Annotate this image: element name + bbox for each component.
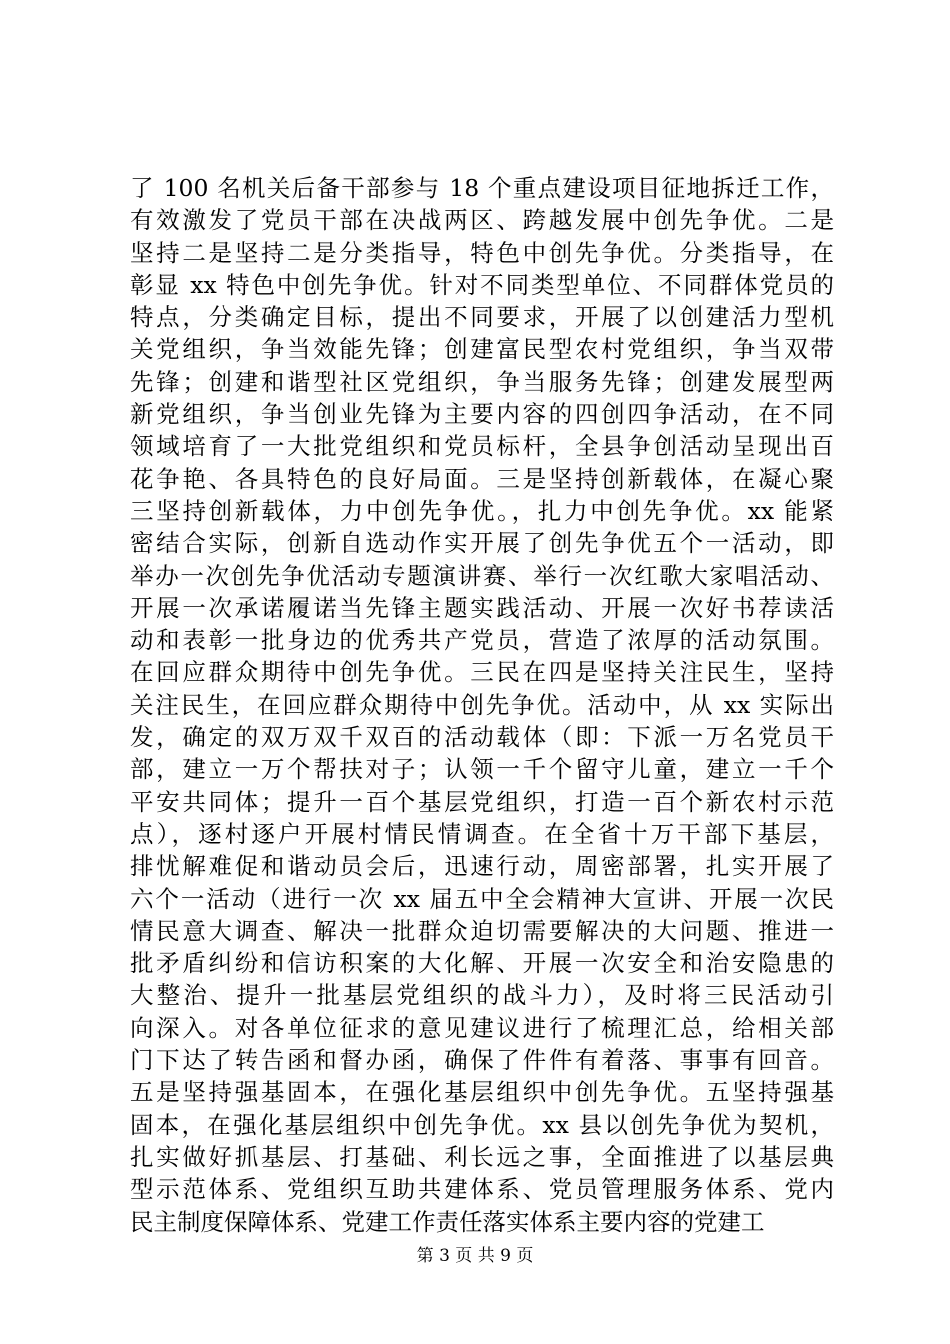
text-line: 有效激发了党员干部在决战两区、跨越发展中创先争优。二是: [130, 206, 834, 235]
text-line: 固本，在强化基层组织中创先争优。xx 县以创先争优为契机，: [130, 1110, 834, 1139]
text-line: 举办一次创先争优活动专题演讲赛、举行一次红歌大家唱活动、: [130, 561, 834, 590]
text-line: 情民意大调查、解决一批群众迫切需要解决的大问题、推进一: [130, 916, 834, 945]
text-line: 特点，分类确定目标，提出不同要求，开展了以创建活力型机: [130, 303, 834, 332]
text-line: 平安共同体；提升一百个基层党组织，打造一百个新农村示范: [130, 787, 834, 816]
page-number-footer: 第 3 页 共 9 页: [416, 1246, 534, 1266]
text-line: 了 100 名机关后备干部参与 18 个重点建设项目征地拆迁工作，: [130, 174, 834, 202]
text-line: 彰显 xx 特色中创先争优。针对不同类型单位、不同群体党员的: [130, 270, 834, 299]
text-line: 密结合实际，创新自选动作实开展了创先争优五个一活动，即: [130, 529, 834, 558]
text-line: 在回应群众期待中创先争优。三民在四是坚持关注民生，坚持: [130, 658, 834, 687]
text-line: 先锋；创建和谐型社区党组织，争当服务先锋；创建发展型两: [130, 367, 834, 396]
text-line: 六个一活动（进行一次 xx 届五中全会精神大宣讲、开展一次民: [130, 884, 834, 913]
text-line: 开展一次承诺履诺当先锋主题实践活动、开展一次好书荐读活: [130, 593, 834, 622]
text-line: 新党组织，争当创业先锋为主要内容的四创四争活动，在不同: [130, 400, 834, 429]
text-line: 关党组织，争当效能先锋；创建富民型农村党组织，争当双带: [130, 335, 834, 364]
text-line: 向深入。对各单位征求的意见建议进行了梳理汇总，给相关部: [130, 1013, 834, 1042]
text-line: 大整治、提升一批基层党组织的战斗力），及时将三民活动引: [130, 981, 834, 1010]
text-line: 门下达了转告函和督办函，确保了件件有着落、事事有回音。: [130, 1046, 834, 1075]
body-text: [130, 172, 834, 1238]
text-line: 排忧解难促和谐动员会后，迅速行动，周密部署，扎实开展了: [130, 852, 834, 881]
text-line: 五是坚持强基固本，在强化基层组织中创先争优。五坚持强基: [130, 1078, 834, 1107]
text-line: 领域培育了一大批党组织和党员标杆，全县争创活动呈现出百: [130, 432, 834, 461]
text-line: 坚持二是坚持二是分类指导，特色中创先争优。分类指导，在: [130, 238, 834, 267]
text-line: 关注民生，在回应群众期待中创先争优。活动中，从 xx 实际出: [130, 690, 834, 719]
text-line: 部，建立一万个帮扶对子；认领一千个留守儿童，建立一千个: [130, 755, 834, 784]
text-line: 动和表彰一批身边的优秀共产党员，营造了浓厚的活动氛围。: [130, 626, 834, 655]
text-line: 点），逐村逐户开展村情民情调查。在全省十万干部下基层，: [130, 819, 834, 848]
text-line: 发，确定的双万双千双百的活动载体（即：下派一万名党员干: [130, 723, 834, 752]
text-line: 三坚持创新载体，力中创先争优。，扎力中创先争优。xx 能紧: [130, 496, 834, 525]
text-line: 民主制度保障体系、党建工作责任落实体系主要内容的党建工: [130, 1207, 765, 1236]
text-line: 花争艳、各具特色的良好局面。三是坚持创新载体，在凝心聚: [130, 464, 834, 493]
text-line: 扎实做好抓基层、打基础、利长远之事，全面推进了以基层典: [130, 1142, 834, 1171]
text-line: 型示范体系、党组织互助共建体系、党员管理服务体系、党内: [130, 1175, 834, 1204]
text-line: 批矛盾纠纷和信访积案的大化解、开展一次安全和治安隐患的: [130, 949, 834, 978]
